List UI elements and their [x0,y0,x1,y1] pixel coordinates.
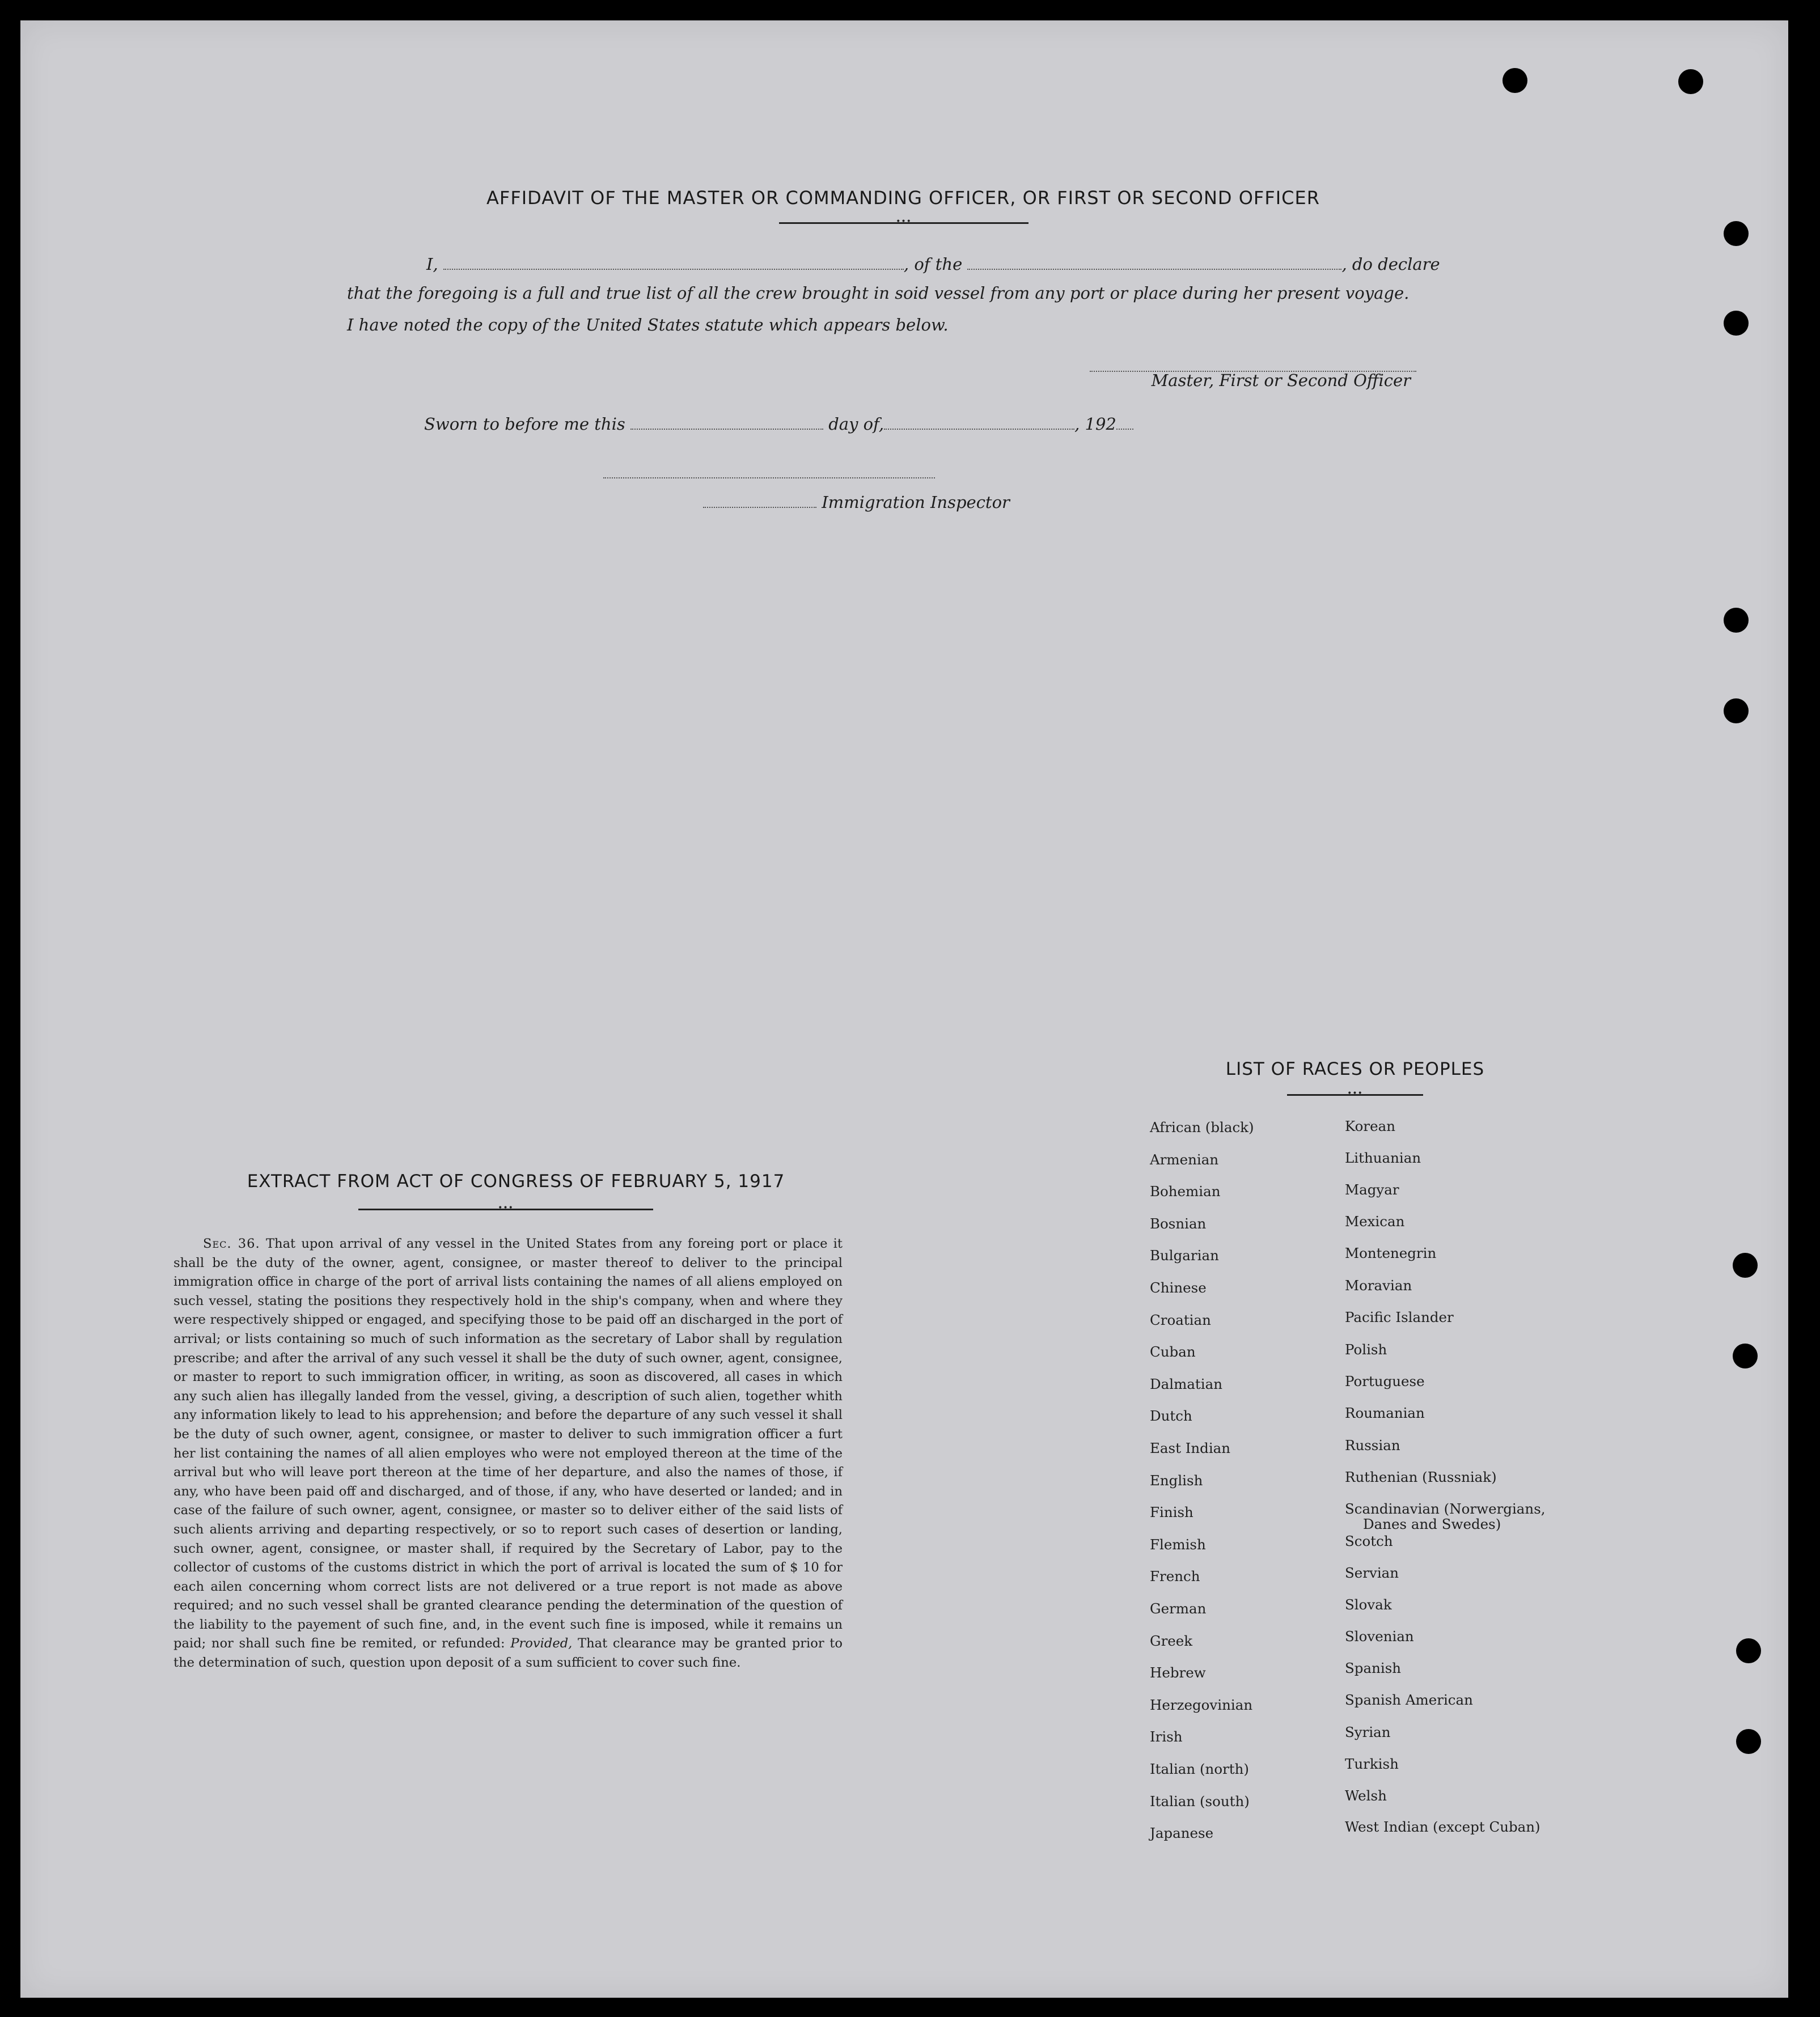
punch-hole [1678,69,1703,94]
race-item: West Indian (except Cuban) [1345,1819,1540,1835]
extract-title-rule [358,1209,653,1210]
race-item: Mexican [1345,1213,1405,1230]
punch-hole [1502,68,1527,93]
inspector-signature-label: Immigration Inspector [822,493,1010,512]
declarant-pronoun: I, [426,255,438,274]
inspector-signature-row [703,492,1010,512]
race-item: Syrian [1345,1724,1391,1740]
race-item: Croatian [1150,1311,1211,1328]
race-item: Bulgarian [1150,1247,1219,1264]
race-item: Dutch [1150,1408,1192,1425]
race-item: English [1150,1472,1203,1489]
race-item: Moravian [1345,1277,1412,1294]
race-item: Russian [1345,1437,1400,1454]
race-item: Greek [1150,1632,1193,1649]
race-item: Servian [1345,1565,1399,1581]
affidavit-title: AFFIDAVIT OF THE MASTER OR COMMANDING OFFICER, OR FIRST OR SECOND OFFICER [486,187,1320,209]
race-item: Herzegovinian [1150,1696,1253,1713]
sworn-line [424,414,1133,434]
race-item: Italian (north) [1150,1761,1249,1777]
year-prefix: , 192 [1074,414,1116,434]
race-item: Ruthenian (Russniak) [1345,1469,1497,1485]
punch-hole [1733,1344,1758,1368]
sworn-month-blank[interactable] [884,414,1074,430]
extract-title: EXTRACT FROM ACT OF CONGRESS OF FEBRUARY 5, 1917 [247,1171,785,1192]
race-item: Roumanian [1345,1405,1425,1421]
race-item: Korean [1345,1118,1395,1134]
race-item: Montenegrin [1345,1245,1437,1261]
race-item: Spanish American [1345,1692,1473,1708]
name-blank[interactable] [443,254,904,270]
race-item: Bosnian [1150,1215,1207,1232]
race-item: Irish [1150,1728,1183,1745]
races-title: LIST OF RACES OR PEOPLES [1225,1059,1485,1079]
race-item: Dalmatian [1150,1375,1222,1392]
race-item: Pacific Islander [1345,1309,1454,1325]
punch-hole [1724,698,1749,723]
race-item: Bohemian [1150,1183,1221,1200]
provided-word: Provided, [510,1636,573,1651]
race-item: Magyar [1345,1181,1399,1198]
of-the-label: , of the [903,255,963,274]
punch-hole [1736,1729,1761,1754]
race-item: Spanish [1345,1660,1402,1676]
section-text-end: That clearance may be granted prior to the determination of such, question upon deposit of a sum sufficient to cover such fine. [173,1636,843,1671]
race-item: Polish [1345,1341,1387,1358]
race-item: Japanese [1150,1825,1214,1842]
punch-hole [1724,311,1749,336]
race-item: Armenian [1150,1151,1219,1168]
section-text: That upon arrival of any vessel in the United States from any foreing port or place it shall be the duty of the owner, agent, consignee, or master thereof to deliver to the principal immigration office in charge of the port of arrival lists containing the names of all aliens employed on such vessel, stating the positions they respectively hold in the ship's company, when and where they were respectively shipped or engaged, and specifying those to be paid off an discharged in the port of arrival; or lists containing so much of such information as the secretary of Labor shall by regulation prescribe; and after the arrival of any such vessel it shall be the duty of such owner, agent, consignee, or master to report to such immigration officer, in writing, as soon as discovered, all cases in which any such alien has illegally landed from the vessel, giving, a description of such alien, together whith any information likely to lead to his apprehension; and before the departure of any such vessel it shall be the duty of such owner, agent, consignee, or master to deliver to such immigration officer a furt her list containing the names of all alien employes who were not employed thereon at the time of the arrival but who will leave port thereon at the time of her departure, and also the names of those, if any, who have been paid off and discharged, and of those, if any, who have deserted or landed; and in case of the failure of such owner, agent, consignee, or master so to deliver either of the said lists of such alients arriving and departing respectively, or so to report such cases of desertion or landing, such owner, agent, consignee, or master shall, if required by the Secretary of Labor, pay to the collector of customs of the customs district in which the port of arrival is located the sum of $ 10 for each ailen concerning whom correct lists are not delivered or a true report is not made as above required; and no such vessel shall be granted clearance pending the determination of the question of the liability to the payement of such fine, and, in the event such fine is imposed, while it remains un paid; nor shall such fine be remited, or refunded: [173,1236,843,1651]
master-signature-line[interactable] [1090,356,1416,372]
race-item: Scandinavian (Norwergians, [1345,1501,1546,1517]
race-item: Cuban [1150,1344,1196,1361]
race-item: Lithuanian [1345,1150,1421,1166]
sworn-date-blank[interactable] [630,414,823,430]
inspector-signature-line[interactable] [603,463,935,478]
race-item: German [1150,1600,1207,1617]
do-declare-label: , do declare [1341,255,1440,274]
race-item: Turkish [1345,1756,1399,1772]
race-item: East Indian [1150,1440,1231,1456]
punch-hole [1733,1253,1758,1278]
extract-text [173,1235,843,1673]
sworn-prefix: Sworn to before me this [424,414,625,434]
race-item: Portuguese [1345,1373,1425,1389]
statute-note: I have noted the copy of the United States statute which appears below. [347,315,949,334]
race-item: Italian (south) [1150,1793,1250,1810]
affidavit-title-rule [779,222,1028,224]
section-label: Sec. 36. [203,1236,260,1251]
declaration-line [426,254,1440,274]
declaration-text: that the foregoing is a full and true list of all the crew brought in soid vessel from any port or place during her present voyage. [347,283,1410,303]
race-item: Slovak [1345,1596,1392,1613]
race-item: African (black) [1150,1119,1254,1135]
sworn-year-blank[interactable] [1116,414,1133,430]
race-item: Slovenian [1345,1628,1414,1645]
race-item: Flemish [1150,1536,1206,1553]
vessel-blank[interactable] [967,254,1341,270]
race-item: Hebrew [1150,1664,1206,1681]
race-item: Welsh [1345,1787,1387,1804]
punch-hole [1724,221,1749,246]
race-item: Chinese [1150,1279,1207,1296]
race-item: Scotch [1345,1533,1393,1549]
master-signature-label: Master, First or Second Officer [1151,371,1411,390]
day-of-label: day of, [828,414,884,434]
inspector-blank[interactable] [703,492,816,508]
races-title-rule [1287,1094,1423,1096]
race-item: Danes and Swedes) [1363,1516,1501,1532]
punch-hole [1736,1638,1761,1663]
race-item: Finish [1150,1504,1193,1521]
race-item: French [1150,1568,1200,1585]
punch-hole [1724,608,1749,633]
